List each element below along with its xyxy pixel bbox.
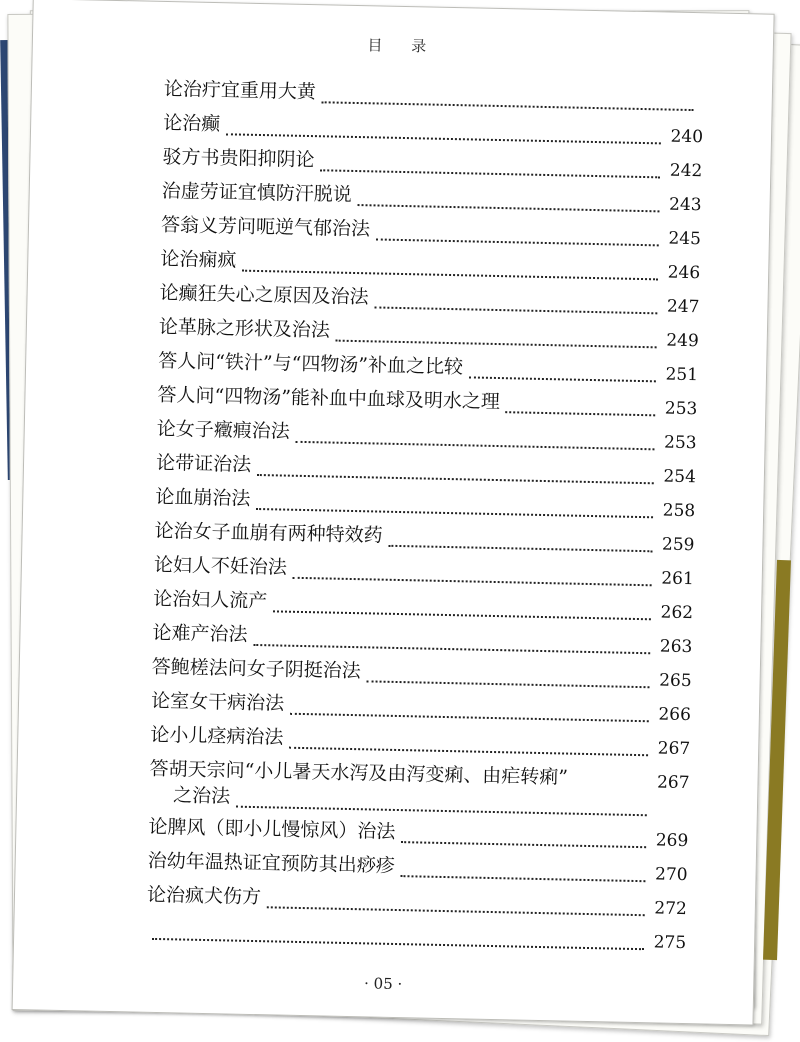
toc-entry-page: 240 xyxy=(670,126,704,148)
toc-dot-leader xyxy=(293,555,652,587)
toc-entry-title: 论室女干病治法 xyxy=(150,689,285,715)
toc-entry-title: 答人问“四物汤”能补血中血球及明水之理 xyxy=(157,383,501,414)
toc-entry-title: 论治癫 xyxy=(162,111,221,136)
toc-entry-page: 258 xyxy=(662,500,696,522)
toc-entry-page: 272 xyxy=(654,898,688,920)
toc-entry-page: 247 xyxy=(666,296,700,318)
toc-dot-leader xyxy=(374,284,657,314)
toc-entry-title: 论血崩治法 xyxy=(155,485,251,510)
toc-dot-leader xyxy=(358,182,660,212)
toc-dot-leader xyxy=(505,389,655,416)
toc-dot-leader xyxy=(469,354,656,382)
toc-entry-page: 246 xyxy=(667,262,701,284)
toc-dot-leader xyxy=(376,216,659,246)
toc-dot-leader xyxy=(267,884,645,916)
toc-entry-title: 论治疔宜重用大黄 xyxy=(163,77,317,104)
toc-entry-title: 论治疯犬伤方 xyxy=(146,883,262,909)
toc-dot-leader xyxy=(256,486,653,518)
toc-dot-leader xyxy=(400,853,645,882)
toc-entry-title: 答翁义芳问呃逆气郁治法 xyxy=(160,213,371,241)
toc-entry-page: 267 xyxy=(657,738,691,760)
toc-entry-page: 261 xyxy=(661,568,694,590)
toc-dot-leader xyxy=(320,147,660,178)
toc-entry-page: 269 xyxy=(655,830,689,852)
toc-page-sheet xyxy=(12,0,775,1026)
toc-entry-page: 259 xyxy=(661,534,695,556)
toc-dot-leader xyxy=(273,588,651,620)
toc-entry-page: 251 xyxy=(665,364,699,386)
toc-dot-leader xyxy=(242,248,658,281)
toc-entry-title: 答鲍槎法问女子阴挺治法 xyxy=(151,655,362,683)
toc-entry-page: 275 xyxy=(653,932,687,954)
page-header: 目 录 xyxy=(367,36,439,56)
toc-entry-title: 论癫狂失心之原因及治法 xyxy=(159,281,369,309)
toc-dot-leader xyxy=(290,691,649,723)
toc-dot-leader xyxy=(257,452,654,484)
toc-entry-title: 论治痫疯 xyxy=(160,247,237,272)
toc-dot-leader xyxy=(322,79,694,111)
toc-entry-page: 243 xyxy=(668,194,702,216)
toc-entry-title: 论妇人不妊治法 xyxy=(153,553,288,579)
toc-entry-title: 答人问“铁汁”与“四物汤”补血之比较 xyxy=(157,349,464,379)
toc-entry-title: 论带证治法 xyxy=(155,451,252,476)
toc-entry-page: 242 xyxy=(669,160,703,182)
toc-entry-page: 270 xyxy=(654,864,688,886)
toc-entry-page: 245 xyxy=(668,228,702,250)
toc-entry-title: 论小儿痉病治法 xyxy=(150,723,284,749)
toc-entry-page: 253 xyxy=(663,432,697,454)
toc-dot-leader xyxy=(401,819,646,848)
toc-entry-page: 249 xyxy=(666,330,699,352)
toc-entry-title: 驳方书贵阳抑阴论 xyxy=(162,145,315,172)
toc-dot-leader xyxy=(296,419,655,451)
toc-entry-page: 263 xyxy=(659,636,693,658)
toc-entry-title: 治虚劳证宜慎防汗脱说 xyxy=(161,179,352,206)
toc-entry-page: 265 xyxy=(658,670,692,692)
toc-entry-page: 267 xyxy=(656,772,690,794)
toc-entry-title: 论治妇人流产 xyxy=(153,587,268,613)
table-of-contents xyxy=(146,72,704,957)
toc-entry-page: 262 xyxy=(660,602,694,624)
toc-dot-leader xyxy=(152,916,644,950)
toc-entry-page: 253 xyxy=(664,398,698,420)
toc-dot-leader xyxy=(253,622,650,654)
toc-dot-leader xyxy=(236,784,647,817)
toc-entry-title: 答胡天宗问“小儿暑天水泻及由泻变痢、由疟转痢” xyxy=(149,757,569,789)
toc-entry-page: 266 xyxy=(658,704,692,726)
toc-dot-leader xyxy=(388,523,652,553)
toc-entry-title: 论治女子血崩有两种特效药 xyxy=(154,519,383,547)
toc-dot-leader xyxy=(226,111,661,144)
toc-entry-title: 论难产治法 xyxy=(152,621,248,646)
toc-entry-title-continued: 之治法 xyxy=(172,784,231,808)
toc-entry-title: 论革脉之形状及治法 xyxy=(158,315,331,342)
toc-entry-title: 论女子癥瘕治法 xyxy=(156,417,291,443)
toc-dot-leader xyxy=(289,725,648,757)
toc-dot-leader xyxy=(367,658,650,688)
page-number: · 05 · xyxy=(363,974,403,994)
toc-entry-title: 治幼年温热证宜预防其出痧疹 xyxy=(147,849,395,877)
toc-entry-page: 254 xyxy=(663,466,697,488)
toc-entry-title: 论脾风（即小儿慢惊风）治法 xyxy=(148,815,396,843)
toc-dot-leader xyxy=(336,318,657,349)
